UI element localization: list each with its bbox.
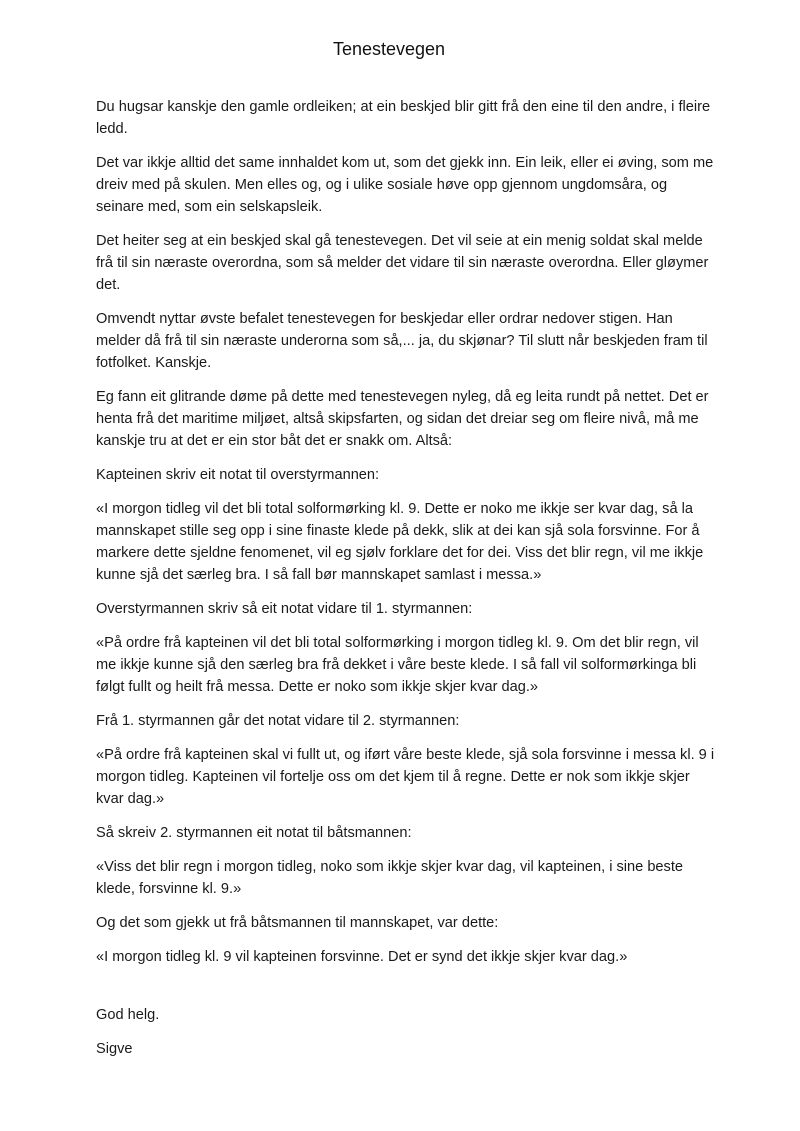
paragraph: «På ordre frå kapteinen skal vi fullt ut, og iført våre beste klede, sjå sola forsvinne i messa kl. 9 i morgon tidleg. Kapteinen vil fortelje oss om det kjem til å regne. Dette er nok som ikkje skjer kvar dag.»	[96, 747, 715, 807]
paragraph: Det heiter seg at ein beskjed skal gå tenestevegen. Det vil seie at ein menig soldat skal melde frå til sin næraste overordna, som så melder det vidare til sin næraste overordna. Eller gløymer det.	[96, 233, 709, 293]
paragraph: Det var ikkje alltid det same innhaldet kom ut, som det gjekk inn. Ein leik, eller ei øving, som me dreiv med på skulen. Men elles og, og i ulike sosiale høve opp gjennom ungdomsåra, og seinare med, som ein selskapsleik.	[96, 155, 714, 215]
document-body	[96, 96, 716, 1072]
paragraph: «I morgon tidleg vil det bli total solformørking kl. 9. Dette er noko me ikkje ser kvar dag, så la mannskapet stille seg opp i sine finaste klede på dekk, slik at dei kan sjå sola forsvinne. For å markere dette sjeldne fenomenet, vil eg sjølv forklare det for dei. Viss det blir regn, vil me ikkje kunne sjå det særleg bra. I så fall bør mannskapet samlast i messa.»	[96, 501, 704, 583]
paragraph: Så skreiv 2. styrmannen eit notat til båtsmannen:	[96, 825, 412, 841]
document-title: Tenestevegen	[332, 39, 446, 59]
signature: Sigve	[96, 1041, 133, 1057]
paragraph: Overstyrmannen skriv så eit notat vidare til 1. styrmannen:	[96, 601, 473, 617]
paragraph: «I morgon tidleg kl. 9 vil kapteinen forsvinne. Det er synd det ikkje skjer kvar dag.»	[96, 949, 628, 965]
closing-greeting: God helg.	[96, 1007, 160, 1023]
paragraph: «Viss det blir regn i morgon tidleg, noko som ikkje skjer kvar dag, vil kapteinen, i sine beste klede, forsvinne kl. 9.»	[96, 859, 684, 897]
paragraph: Og det som gjekk ut frå båtsmannen til mannskapet, var dette:	[96, 915, 499, 931]
paragraph: Du hugsar kanskje den gamle ordleiken; at ein beskjed blir gitt frå den eine til den andre, i fleire ledd.	[96, 99, 711, 137]
paragraph: Eg fann eit glitrande døme på dette med tenestevegen nyleg, då eg leita rundt på nettet. Det er henta frå det maritime miljøet, altså skipsfarten, og sidan det dreiar seg om fleire nivå, må me kanskje tru at det er ein stor båt det er snakk om. Altså:	[96, 389, 709, 449]
paragraph: Kapteinen skriv eit notat til overstyrmannen:	[96, 467, 380, 483]
paragraph: «På ordre frå kapteinen vil det bli total solformørking i morgon tidleg kl. 9. Om det blir regn, vil me ikkje kunne sjå den særleg bra frå dekket i våre beste klede. I så fall vil solformørkinga bli følgt fullt og heilt frå messa. Dette er noko som ikkje skjer kvar dag.»	[96, 635, 699, 695]
paragraph: Omvendt nyttar øvste befalet tenestevegen for beskjedar eller ordrar nedover stigen. Han melder då frå til sin næraste underorna som så,... ja, du skjønar? Til slutt når beskjeden fram til fotfolket. Kanskje.	[96, 311, 708, 371]
paragraph: Frå 1. styrmannen går det notat vidare til 2. styrmannen:	[96, 713, 460, 729]
